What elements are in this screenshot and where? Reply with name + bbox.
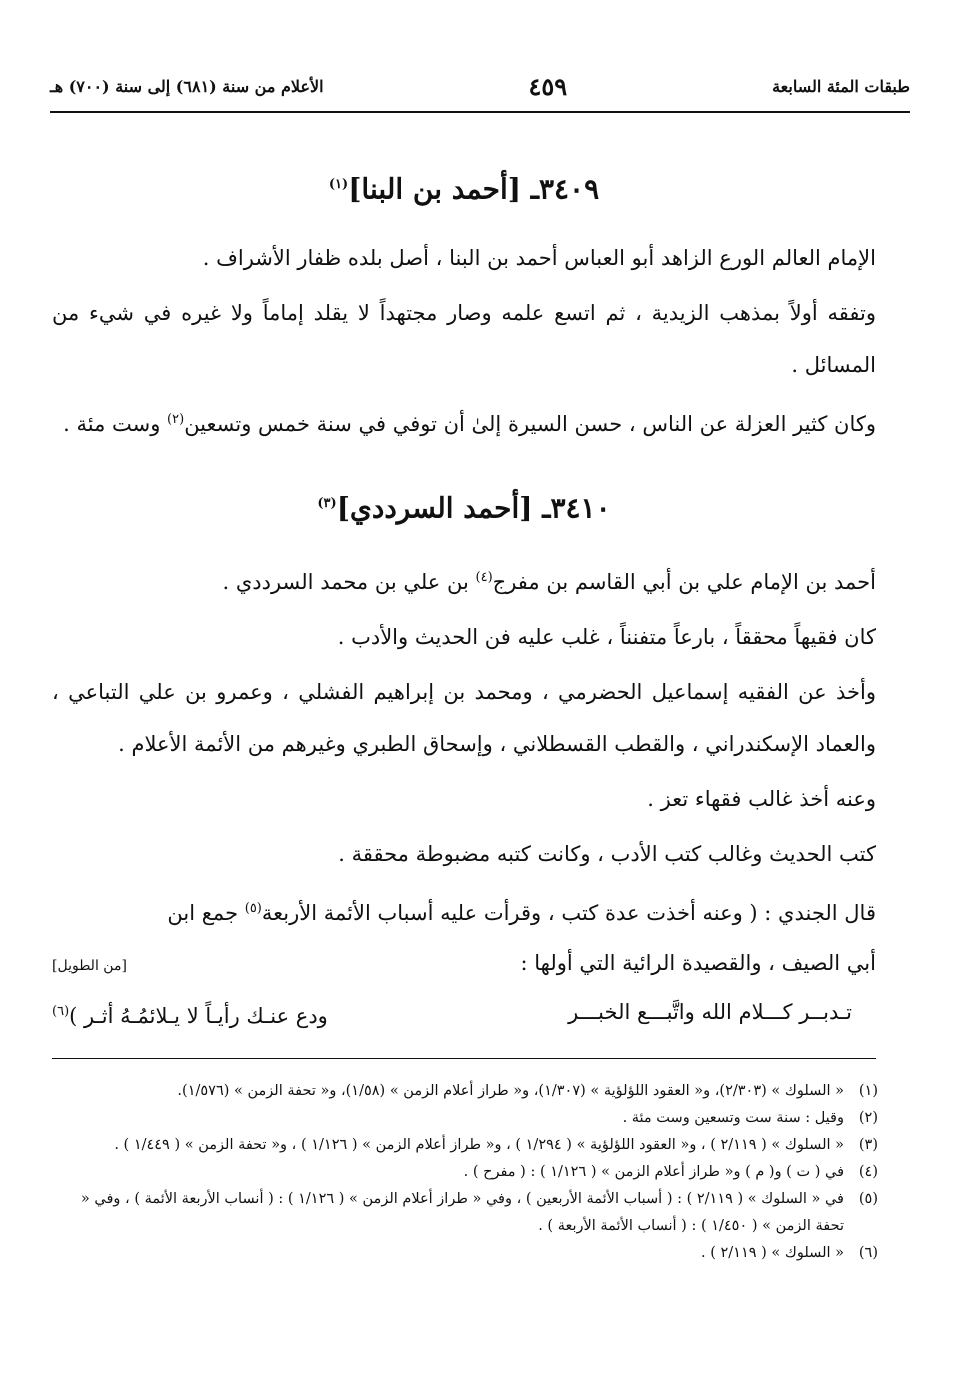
footnote [52, 1240, 878, 1267]
entry-title: ٣٤٠٩ـ [أحمد بن البنا]$^{(١)}$ [328, 172, 600, 206]
paragraph: أحمد بن الإمام علي بن أبي القاسم بن مفرج$^{(٤)}$ بن علي بن محمد السرددي . [222, 569, 876, 594]
footnote-number: (٤) [858, 1164, 878, 1180]
footnote [52, 1186, 878, 1240]
entry-title: ٣٤١٠ـ [أحمد السرددي]$^{(٣)}$ [317, 491, 611, 525]
footnote-text: وقيل : سنة ست وتسعين وست مئة . [622, 1110, 844, 1126]
footnote-number: (٥) [858, 1191, 878, 1207]
footnote [52, 1159, 878, 1186]
footnote-ref[interactable]: (١) [328, 177, 349, 192]
meter-line [52, 939, 876, 990]
footnote-number: (١) [858, 1083, 878, 1099]
footnote-ref[interactable]: (٢) [167, 412, 185, 428]
footnote-number: (٦) [858, 1245, 878, 1261]
footnote [52, 1132, 878, 1159]
footnote-ref[interactable]: (٦) [52, 1003, 70, 1019]
footnote [52, 1105, 878, 1132]
running-head-right: طبقات المئة السابعة [772, 76, 910, 96]
paragraph: وتفقه أولاً بمذهب الزيدية ، ثم اتسع علمه وصار مجتهداً لا يقلد إماماً ولا غيره في شيء من المسائل . [52, 301, 876, 378]
poem-verse [52, 990, 876, 1038]
paragraph: وعنه أخذ غالب فقهاء تعز . [647, 786, 876, 811]
paragraph: كان فقيهاً محققاً ، بارعاً متفنناً ، غلب عليه فن الحديث والأدب . [337, 624, 876, 649]
footnote-divider [52, 1058, 876, 1059]
footnote-text: « السلوك » (٢/٣٠٣)، و« العقود اللؤلؤية » (١/٣٠٧)، و« طراز أعلام الزمن » (١/٥٨)، و« تحفة الزمن » (١/٥٧٦). [177, 1083, 844, 1099]
paragraph: الإمام العالم الورع الزاهد أبو العباس أحمد بن البنا ، أصل بلده ظفار الأشراف . [202, 246, 876, 271]
paragraph: وأخذ عن الفقيه إسماعيل الحضرمي ، ومحمد بن إبراهيم الفشلي ، وعمرو بن علي التباعي ، والعماد الإسكندراني ، والقطب القسطلاني ، وإسحاق الطبري وغيرهم من الأئمة الأعلام . [52, 679, 876, 756]
page-header [50, 66, 910, 106]
footnote-ref[interactable]: (٥) [244, 900, 262, 916]
footnote-ref[interactable]: (٤) [475, 569, 493, 585]
running-head-left: الأعلام من سنة (٦٨١) إلى سنة (٧٠٠) هـ [50, 76, 324, 96]
poetic-meter-label: [من الطويل] [52, 957, 127, 974]
section-gap [52, 453, 876, 479]
paragraph: وكان كثير العزلة عن الناس ، حسن السيرة إلىٰ أن توفي في سنة خمس وتسعين$^{(٢)}$ وست مئة . [63, 412, 876, 437]
page-number: ٤٥٩ [528, 71, 568, 101]
footnote-ref[interactable]: (٣) [317, 496, 337, 512]
footnotes [52, 1078, 878, 1267]
first-hemistich: تـدبــر كـــلام الله واتَّبـــع الخبـــر [568, 999, 852, 1024]
footnote-text: في ( ت ) و( م ) و« طراز أعلام الزمن » ( ١/١٢٦ ) : ( مفرح ) . [463, 1164, 844, 1180]
footnote-text: « السلوك » ( ٢/١١٩ ) . [701, 1245, 844, 1261]
header-divider [50, 111, 910, 113]
footnote-number: (٢) [858, 1110, 878, 1126]
second-hemistich: ودع عنـك رأيـاً لا يـلائمُـهُ أثـر )$^{(٦)}$ [52, 1003, 328, 1028]
paragraph: قال الجندي : ( وعنه أخذت عدة كتب ، وقرأت عليه أسباب الأئمة الأربعة$^{(٥)}$ جمع ابن [167, 900, 876, 925]
footnote-text: « السلوك » ( ٢/١١٩ ) ، و« العقود اللؤلؤية » ( ١/٢٩٤ ) ، و« طراز أعلام الزمن » ( ١/١٢٦ ) ، و« تحفة الزمن » ( ١/٤٤٩ ) . [114, 1137, 844, 1153]
footnote-number: (٣) [858, 1137, 878, 1153]
paragraph-continuation: أبي الصيف ، والقصيدة الرائية التي أولها : [520, 950, 876, 975]
paragraph: كتب الحديث وغالب كتب الأدب ، وكانت كتبه مضبوطة محققة . [338, 841, 876, 866]
footnote [52, 1078, 878, 1105]
main-text [52, 160, 876, 1038]
footnote-text: في « السلوك » ( ٢/١١٩ ) : ( أسباب الأئمة الأربعين ) ، وفي « طراز أعلام الزمن » ( ١/١٢٦ ) : ( أنساب الأربعة الأئمة ) ، وفي « تحفة الزمن » ( ١/٤٥٠ ) : ( أنساب الأئمة الأربعة ) . [80, 1191, 844, 1234]
